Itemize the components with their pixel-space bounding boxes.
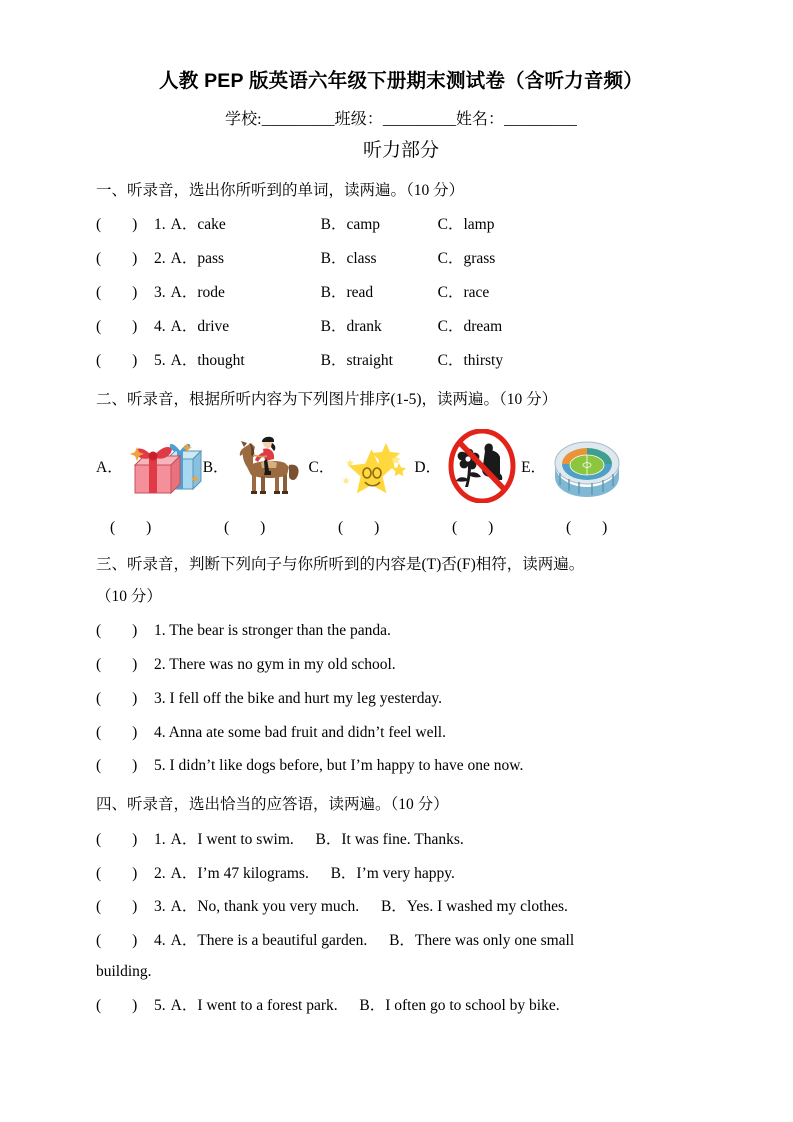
picture-label-c: C． [308,459,335,477]
option-b[interactable]: B．I often go to school by bike. [359,997,560,1015]
picture-label-a: A． [96,459,123,477]
option-a[interactable]: A．rode [170,284,225,302]
option-b[interactable]: B．It was fine. Thanks. [315,830,464,848]
option-a[interactable]: A．I’m 47 kilograms. [170,864,309,882]
picture-answer-bracket[interactable]: ( ) [110,519,152,537]
picture-answer-bracket[interactable]: ( ) [452,519,494,537]
statement-text: 3. I fell off the bike and hurt my leg yesterday. [154,689,442,707]
picture-item-a [96,429,203,503]
option-c[interactable]: C．thirsty [437,352,504,370]
answer-bracket[interactable]: ( ) [96,932,138,950]
picture-answer-bracket[interactable]: ( ) [224,519,266,537]
question-number: 5. [154,352,166,370]
listening-part-heading: 听力部分 [362,140,439,162]
question-row [96,351,706,372]
question-number: 4. [154,318,166,336]
option-c[interactable]: C．grass [437,250,496,268]
answer-bracket[interactable]: ( ) [96,352,138,370]
no-picking-flowers-sign-icon [443,429,521,503]
option-b[interactable]: B．Yes. I washed my clothes. [380,898,568,916]
stadium-icon [548,429,626,503]
response-row [96,897,706,918]
answer-bracket[interactable]: ( ) [96,250,138,268]
option-b[interactable]: B．read [320,284,374,302]
option-a[interactable]: A．thought [170,352,245,370]
response-options [171,897,706,918]
question-number: 4. [154,932,166,950]
option-a[interactable]: A．pass [170,250,225,268]
option-a[interactable]: A．There is a beautiful garden. [170,932,368,950]
option-b[interactable]: B．I’m very happy. [330,864,455,882]
picture-label-e: E． [521,459,547,477]
question-number: 2. [154,864,166,882]
response-options [171,830,706,851]
option-c[interactable]: C．dream [437,318,503,336]
section-4-heading: 四、听录音，选出恰当的应答语，读两遍。（10 分） [96,796,449,814]
response-row [96,830,706,851]
answer-bracket[interactable]: ( ) [96,655,138,673]
option-a[interactable]: A．No, thank you very much. [170,898,360,916]
statement-text: 5. I didn’t like dogs before, but I’m happy to have one now. [154,757,524,775]
answer-bracket[interactable]: ( ) [96,864,138,882]
answer-bracket[interactable]: ( ) [96,997,138,1015]
picture-item-b [203,429,309,503]
option-b[interactable]: B．straight [320,352,393,370]
statement-text: 4. Anna ate some bad fruit and didn’t feel well. [154,723,446,741]
question-row [96,215,706,236]
section-3-heading-points: （10 分） [96,587,162,605]
response-options [171,931,706,952]
picture-item-c [309,429,415,503]
answer-bracket[interactable]: ( ) [96,689,138,707]
gift-boxes-icon [125,429,203,503]
picture-answer-bracket-row [96,519,706,537]
picture-item-e [521,429,626,503]
answer-bracket[interactable]: ( ) [96,898,138,916]
question-row [96,317,706,338]
statement-text: 2. There was no gym in my old school. [154,655,396,673]
student-info-line: 学校:_________班级：_________姓名：_________ [224,111,578,129]
option-a[interactable]: A．drive [170,318,230,336]
question-number: 3. [154,284,166,302]
option-b[interactable]: B．class [320,250,377,268]
section-1-heading: 一、听录音，选出你所听到的单词，读两遍。（10 分） [96,182,465,200]
question-number: 1. [154,830,166,848]
true-false-row [96,621,706,642]
answer-bracket[interactable]: ( ) [96,621,138,639]
option-a[interactable]: A．cake [170,216,226,234]
response-overflow-text: building. [96,963,152,981]
true-false-row [96,756,706,777]
answer-bracket[interactable]: ( ) [96,284,138,302]
question-number: 2. [154,250,166,268]
option-a[interactable]: A．I went to a forest park. [170,997,338,1015]
option-c[interactable]: C．race [437,284,490,302]
option-b[interactable]: B．camp [320,216,381,234]
question-row [96,249,706,270]
horse-riding-icon [231,429,309,503]
answer-bracket[interactable]: ( ) [96,318,138,336]
statement-text: 1. The bear is stronger than the panda. [154,621,391,639]
picture-answer-bracket[interactable]: ( ) [566,519,608,537]
picture-label-d: D． [414,459,442,477]
true-false-row [96,655,706,676]
smiling-star-icon [336,429,414,503]
response-row [96,931,706,952]
question-row [96,283,706,304]
question-number: 1. [154,216,166,234]
option-a[interactable]: A．I went to swim. [170,830,294,848]
picture-item-d [414,429,521,503]
picture-answer-bracket[interactable]: ( ) [338,519,380,537]
question-number: 3. [154,898,166,916]
section-3-heading-text: 三、听录音，判断下列向子与你所听到的内容是(T)否(F)相符，读两遍。 [96,556,585,574]
picture-label-b: B． [202,459,229,477]
option-c[interactable]: C．lamp [437,216,495,234]
response-options [171,996,706,1017]
section-3-heading [96,553,706,608]
response-row [96,864,706,885]
answer-bracket[interactable]: ( ) [96,830,138,848]
option-b[interactable]: B．There was only one small [389,932,575,950]
answer-bracket[interactable]: ( ) [96,757,138,775]
page-title: 人教 PEP 版英语六年级下册期末测试卷（含听力音频） [159,70,643,92]
answer-bracket[interactable]: ( ) [96,216,138,234]
option-b[interactable]: B．drank [320,318,382,336]
response-options [171,864,706,885]
answer-bracket[interactable]: ( ) [96,723,138,741]
question-number: 5. [154,997,166,1015]
page-content [96,0,706,1017]
picture-ordering-row [96,427,706,505]
true-false-row [96,689,706,710]
response-row [96,996,706,1017]
section-2-heading: 二、听录音，根据所听内容为下列图片排序(1-5)，读两遍。（10 分） [96,391,558,408]
true-false-row [96,723,706,744]
